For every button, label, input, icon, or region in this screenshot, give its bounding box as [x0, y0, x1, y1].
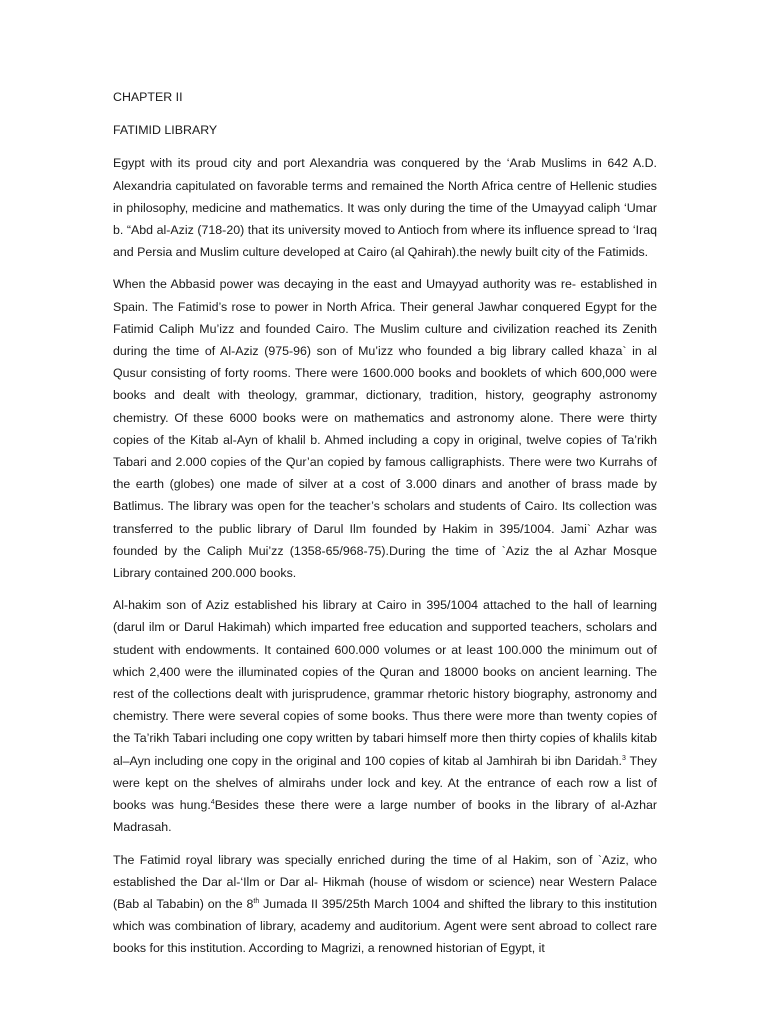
- paragraph-text: Jumada II 395/25th March 1004 and shifted the library to this institution which was combination of library, academy and auditorium. Agent were sent abroad to collect rare books for this institution. According to Magrizi, a renowned historian of Egypt, it: [113, 896, 657, 956]
- paragraph-text: Al-hakim son of Aziz established his library at Cairo in 395/1004 attached to the hall of learning (darul ilm or Darul Hakimah) which imparted free education and supported teachers, scholars and student with endowments. It contained 600.000 volumes or at least 100.000 the minimum out of which 2,400 were the illuminated copies of the Quran and 18000 books on ancient learning. The rest of the collections dealt with jurisprudence, grammar rhetoric history biography, astronomy and chemistry. There were several copies of some books. Thus there were more than twenty copies of the Ta’rikh Tabari including one copy written by tabari himself more then thirty copies of khalils kitab al–Ayn including one copy in the original and 100 copies of kitab al Jamhirah bi ibn Daridah.: [113, 598, 657, 768]
- paragraph-text: The Fatimid royal library was specially enriched during the time of al Hakim, son of `Aziz, who established the Dar al-‘Ilm or Dar al- Hikmah (house of wisdom or science) near Western Palace (Bab al Tababin) on the 8: [113, 852, 657, 911]
- footnote-reference: th: [253, 897, 260, 905]
- body-text: [113, 152, 657, 959]
- paragraph-text: Egypt with its proud city and port Alexandria was conquered by the ‘Arab Muslims in 642 A.D. Alexandria capitulated on favorable terms and remained the North Africa centre of Hellenic studies in philosophy, medicine and mathematics. It was only during the time of the Umayyad caliph ‘Umar b. “Abd al-Aziz (718-20) that its university moved to Antioch from where its influence spread to ‘Iraq and Persia and Muslim culture developed at Cairo (al Qahirah).the newly built city of the Fatimids.: [113, 156, 657, 260]
- paragraph-text: Besides these there were a large number of books in the library of al-Azhar Madrasah.: [113, 798, 657, 835]
- paragraph: [113, 152, 657, 263]
- paragraph: [113, 849, 657, 960]
- page-content: [113, 86, 657, 970]
- section-title: FATIMID LIBRARY: [113, 123, 218, 138]
- paragraph: [113, 273, 657, 584]
- paragraph: [113, 594, 657, 838]
- paragraph-text: They were kept on the shelves of almirahs under lock and key. At the entrance of each row a list of books was hung.: [113, 753, 658, 813]
- chapter-heading: CHAPTER II: [113, 90, 183, 104]
- footnote-reference: 3: [621, 754, 626, 762]
- paragraph-text: When the Abbasid power was decaying in the east and Umayyad authority was re- established in Spain. The Fatimid’s rose to power in North Africa. Their general Jawhar conquered Egypt for the Fatimid Caliph Mu’izz and founded Cairo. The Muslim culture and civilization reached its Zenith during the time of Al-Aziz (975-96) son of Mu’izz who founded a big library called khaza` in al Qusur consisting of forty rooms. There were 1600.000 books and booklets of which 600,000 were books and dealt with theology, grammar, dictionary, tradition, history, geography astronomy chemistry. Of these 6000 books were on mathematics and astronomy alone. There were thirty copies of the Kitab al-Ayn of khalil b. Ahmed including a copy in original, twelve copies of Ta’rikh Tabari and 2.000 copies of the Qur’an copied by famous calligraphists. There were two Kurrahs of the earth (globes) one made of silver at a cost of 3.000 dinars and another of brass made by Batlimus. The library was open for the teacher’s scholars and students of Cairo. Its collection was transferred to the public library of Darul Ilm founded by Hakim in 395/1004. Jami` Azhar was founded by the Caliph Mui’zz (1358-65/968-75).During the time of `Aziz the al Azhar Mosque Library contained 200.000 books.: [113, 277, 657, 581]
- footnote-reference: 4: [210, 798, 215, 806]
